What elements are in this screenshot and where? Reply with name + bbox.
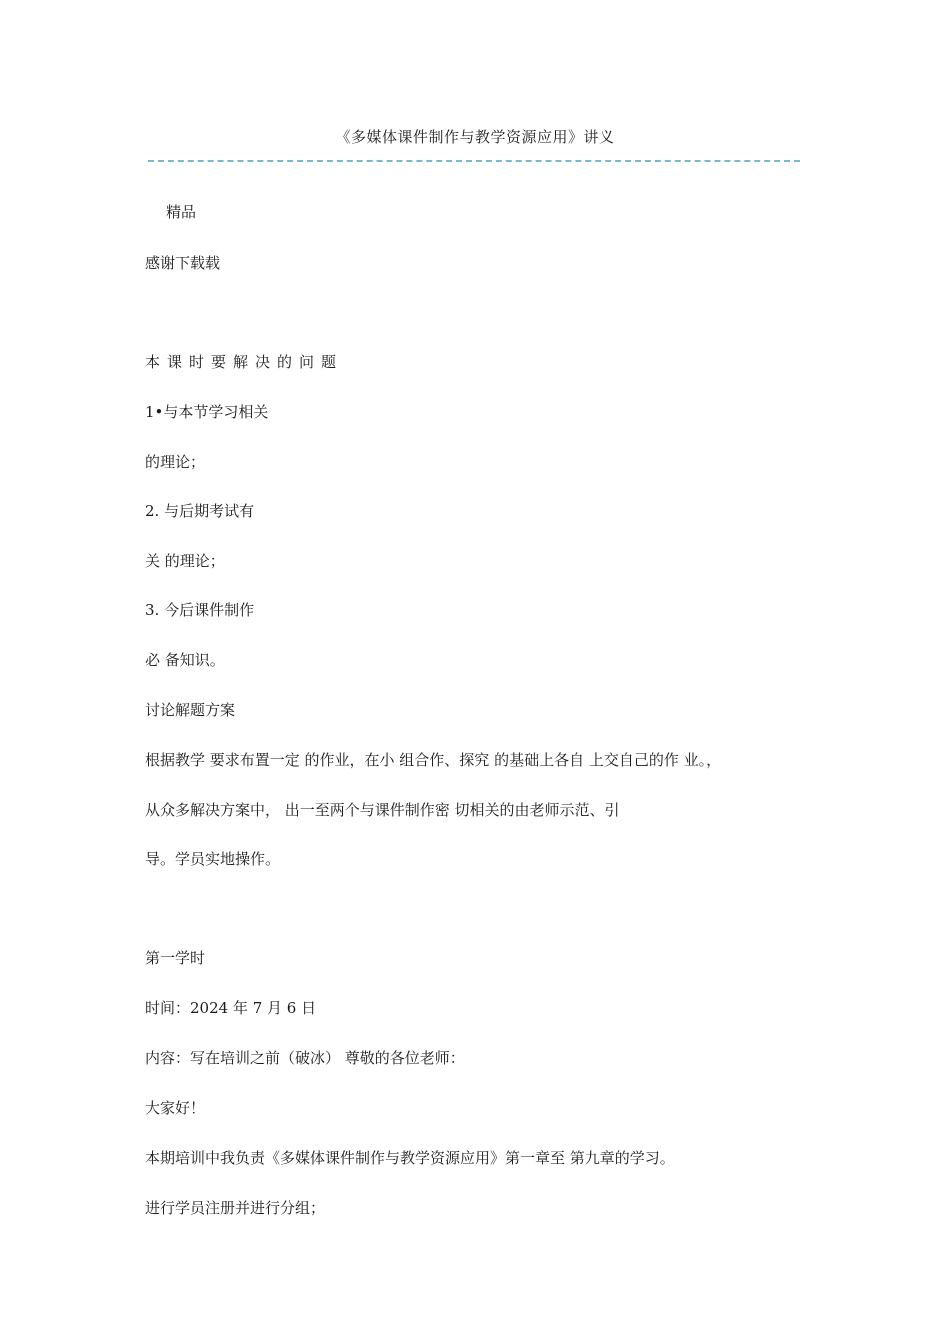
paragraph-discussion-line3: 导。学员实地操作。: [145, 850, 281, 868]
text-thanks-download: 感谢下载载: [145, 254, 221, 272]
paragraph-discussion-line1: 根据教学 要求布置一定 的作业，在小 组合作、探究 的基础上各自 上交自己的作 业。，: [145, 751, 722, 769]
text-content: 内容：写在培训之前（破冰） 尊敬的各位老师：: [145, 1049, 465, 1067]
paragraph-discussion-line2: 从众多解决方案中， 出一至两个与课件制作密 切相关的由老师示范、引: [145, 801, 620, 819]
text-intro: 本期培训中我负责《多媒体课件制作与教学资源应用》第一章至 第九章的学习。: [145, 1149, 675, 1167]
list-item-3-part2: 必 备知识。: [145, 651, 225, 669]
text-greeting: 大家好！: [145, 1099, 206, 1117]
header-divider: [148, 160, 800, 162]
section-heading-first-period: 第一学时: [145, 949, 206, 967]
section-heading-problems: 本课时要解决的问题: [145, 353, 344, 371]
list-item-3-part1: 3. 今后课件制作: [145, 601, 255, 619]
list-item-2-part2: 关 的理论；: [145, 552, 225, 570]
list-item-1-part1: 1•与本节学习相关: [145, 403, 269, 421]
list-item-2-part1: 2. 与后期考试有: [145, 502, 255, 520]
section-heading-discussion: 讨论解题方案: [145, 701, 236, 719]
list-item-1-part2: 的理论；: [145, 453, 206, 471]
label-jingpin: 精品: [166, 203, 197, 221]
document-header-title: 《多媒体课件制作与教学资源应用》讲义: [335, 128, 615, 146]
text-date: 时间：2024 年 7 月 6 日: [145, 999, 317, 1017]
text-registration: 进行学员注册并进行分组；: [145, 1199, 326, 1217]
